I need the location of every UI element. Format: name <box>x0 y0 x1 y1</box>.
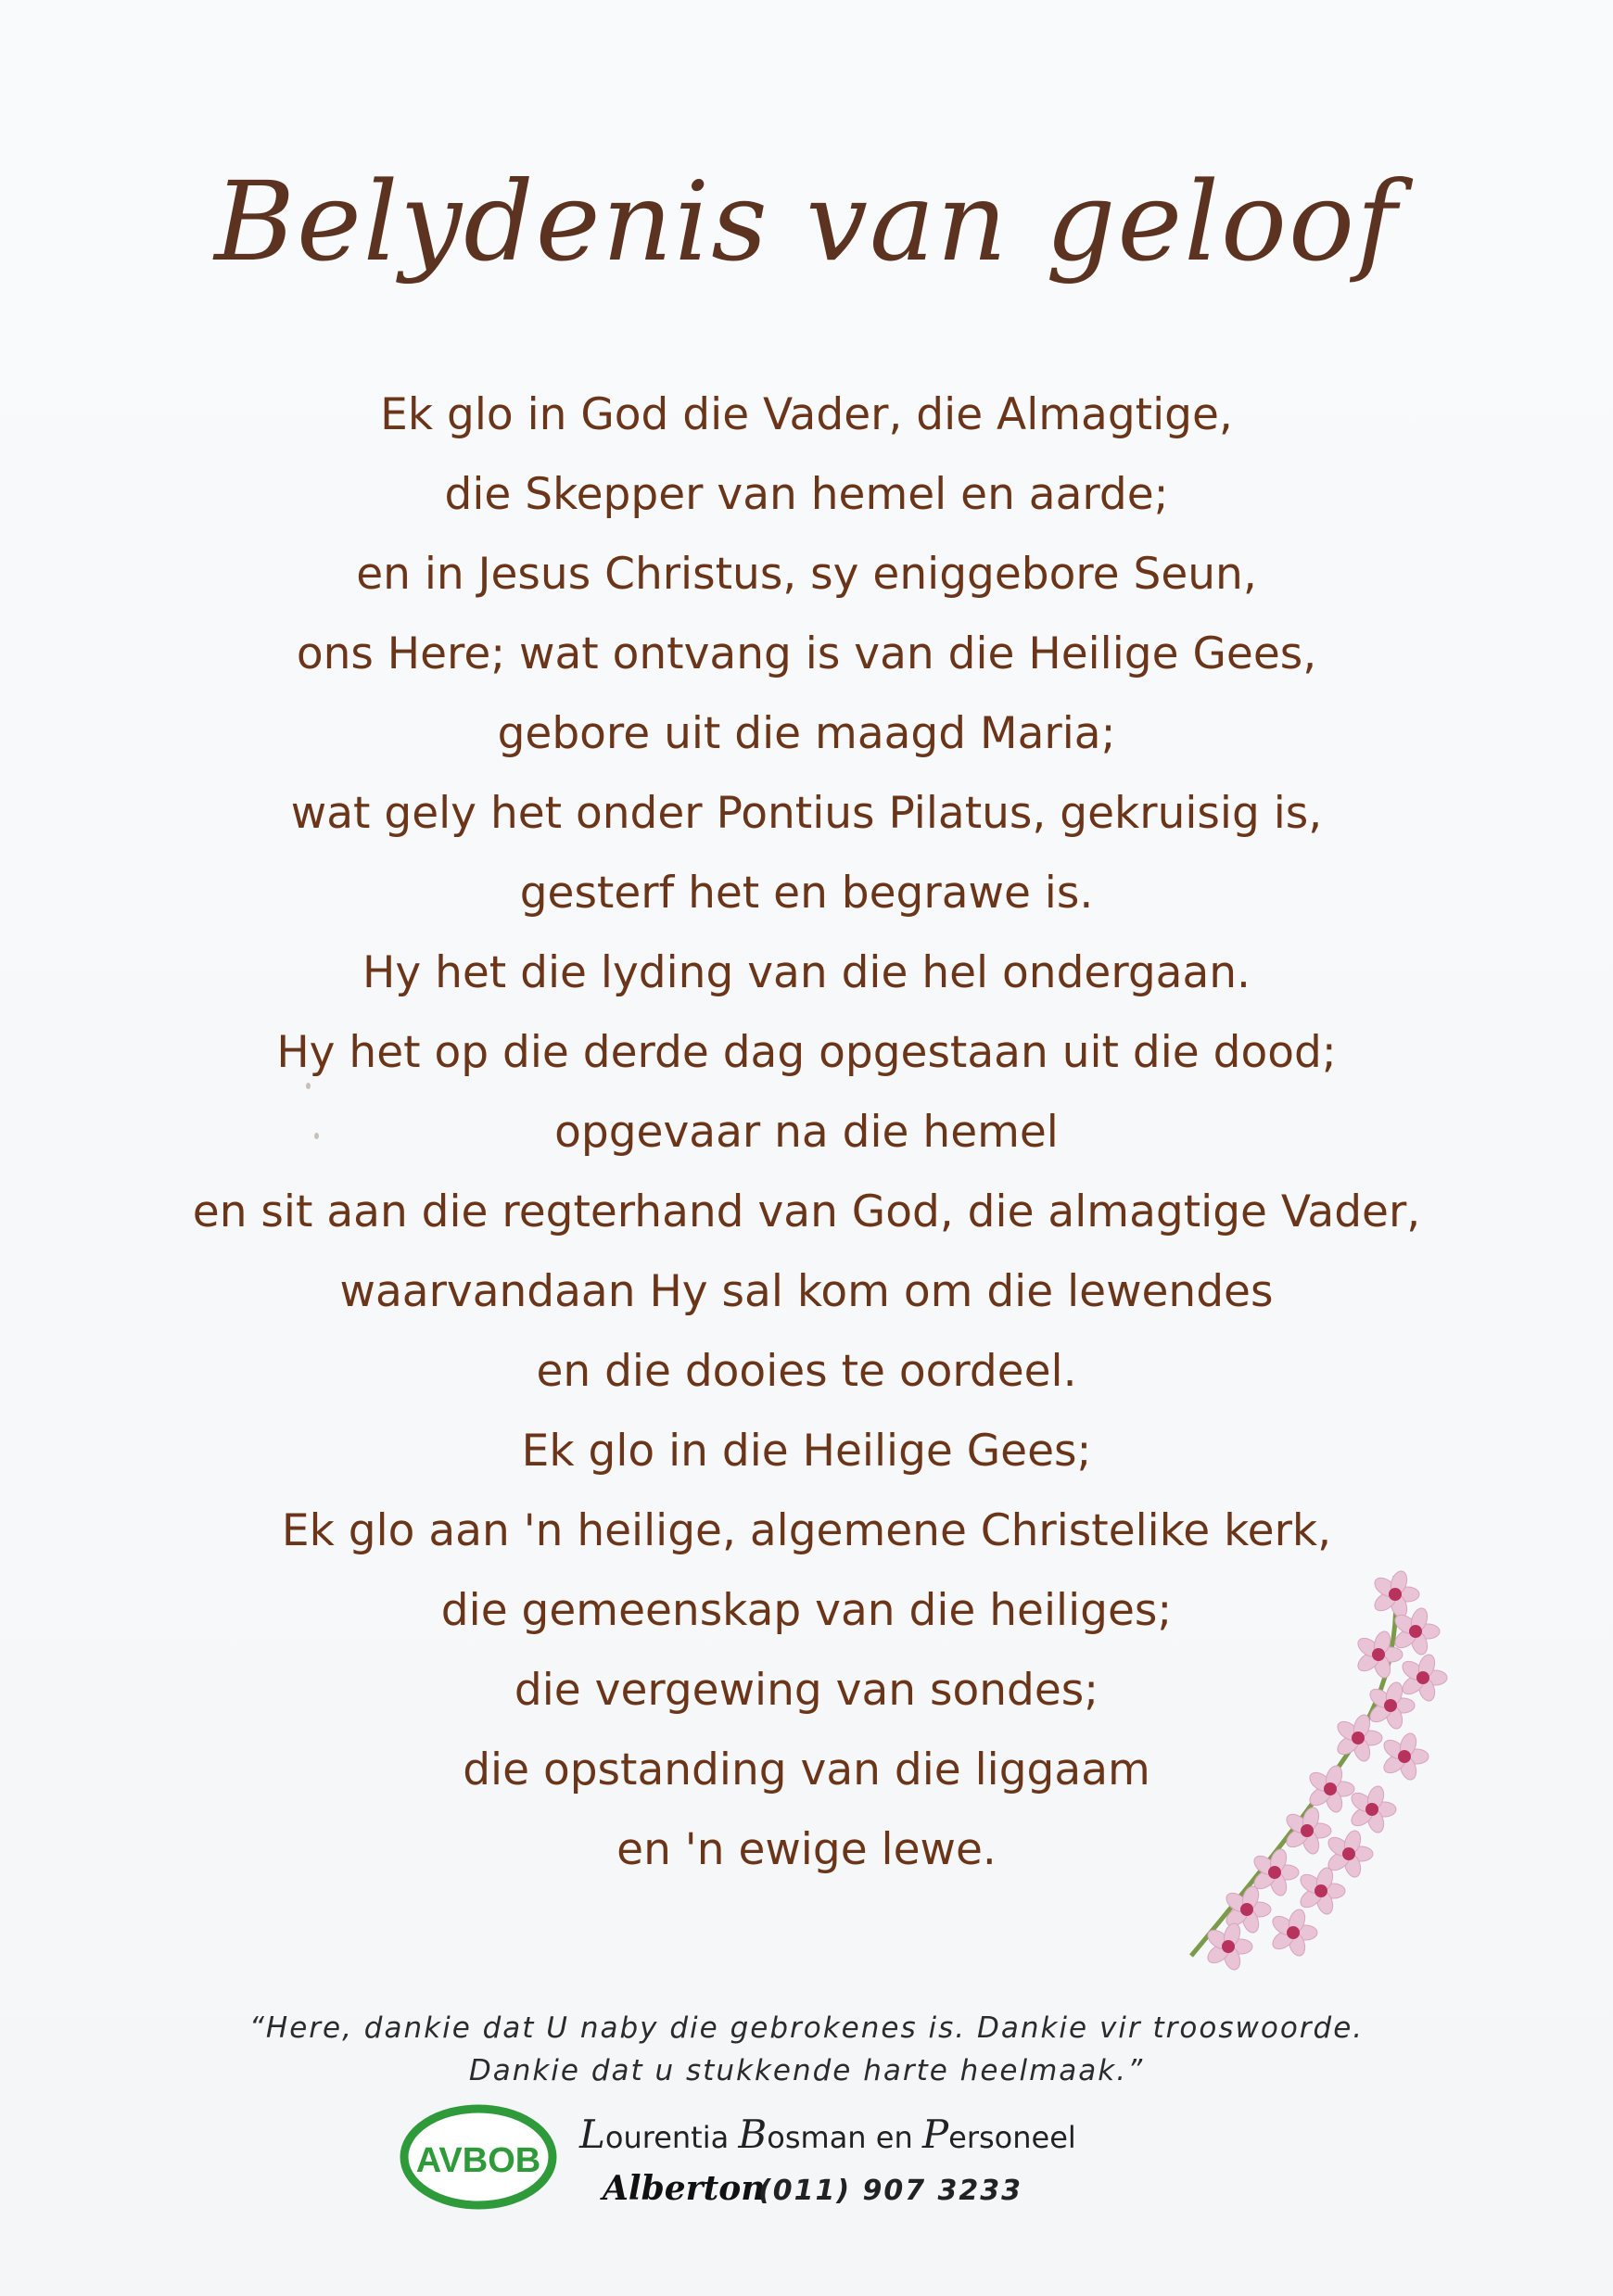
creed-line: ons Here; wat ontvang is van die Heilige Gees, <box>296 628 1317 679</box>
orchid-blossom <box>1371 1569 1419 1619</box>
page-title: Belydenis van geloof <box>214 158 1399 285</box>
creed-line: Hy het die lyding van die hel ondergaan. <box>362 947 1251 998</box>
quote-line-1: “Here, dankie dat U naby die gebrokenes is. Dankie vir trooswoorde. <box>248 2011 1365 2045</box>
sig-cap: P <box>921 2112 949 2157</box>
sig-cap: L <box>579 2112 605 2157</box>
signature-place: Alberton <box>603 2169 766 2208</box>
creed-line: wat gely het onder Pontius Pilatus, gekruisig is, <box>290 788 1323 839</box>
orchid-blossom <box>1380 1732 1429 1782</box>
creed-line: Ek glo aan 'n heilige, algemene Christelike kerk, <box>281 1505 1332 1556</box>
creed-line: waarvandaan Hy sal kom om die lewendes <box>339 1266 1274 1317</box>
creed-line: die vergewing van sondes; <box>514 1665 1099 1716</box>
creed-line: en in Jesus Christus, sy eniggebore Seun, <box>356 549 1257 600</box>
quote <box>0 2007 1613 2092</box>
sig-rest: ourentia <box>604 2120 739 2155</box>
orchid-blossom <box>1348 1784 1396 1834</box>
orchid-flowers-icon <box>1173 1567 1469 1984</box>
creed-line: gesterf het en begrawe is. <box>519 868 1094 919</box>
orchid-blossom <box>1269 1908 1317 1958</box>
logo-text: AVBOB <box>415 2141 541 2180</box>
creed-line: opgevaar na die hemel <box>554 1107 1059 1158</box>
creed-line: Ek glo in God die Vader, die Almagtige, <box>380 389 1233 440</box>
creed-line: die gemeenskap van die heiliges; <box>440 1585 1173 1636</box>
orchid-blossom <box>1297 1866 1345 1916</box>
creed-line: en die dooies te oordeel. <box>536 1346 1077 1397</box>
creed-line: gebore uit die maagd Maria; <box>497 708 1116 759</box>
sig-rest: osman en <box>767 2120 922 2155</box>
sig-rest: ersoneel <box>948 2120 1076 2155</box>
signature-name <box>579 2112 1076 2157</box>
avbob-logo <box>399 2102 558 2212</box>
creed-line: Ek glo in die Heilige Gees; <box>521 1426 1092 1477</box>
paper-speck <box>306 1083 311 1089</box>
quote-line-2: Dankie dat u stukkende harte heelmaak.” <box>468 2054 1145 2087</box>
creed-line: en sit aan die regterhand van God, die almagtige Vader, <box>192 1186 1421 1237</box>
orchid-blossom <box>1306 1764 1354 1814</box>
sig-cap: B <box>738 2112 768 2157</box>
creed-line: die Skepper van hemel en aarde; <box>444 469 1169 520</box>
creed-line: die opstanding van die liggaam <box>463 1744 1150 1795</box>
paper-speck <box>314 1133 319 1139</box>
phone-number: (011) 907 3233 <box>758 2175 1023 2207</box>
creed-line: Hy het op die derde dag opgestaan uit die dood; <box>276 1027 1337 1078</box>
orchid-blossom <box>1399 1653 1447 1703</box>
creed-line: en 'n ewige lewe. <box>616 1824 997 1875</box>
